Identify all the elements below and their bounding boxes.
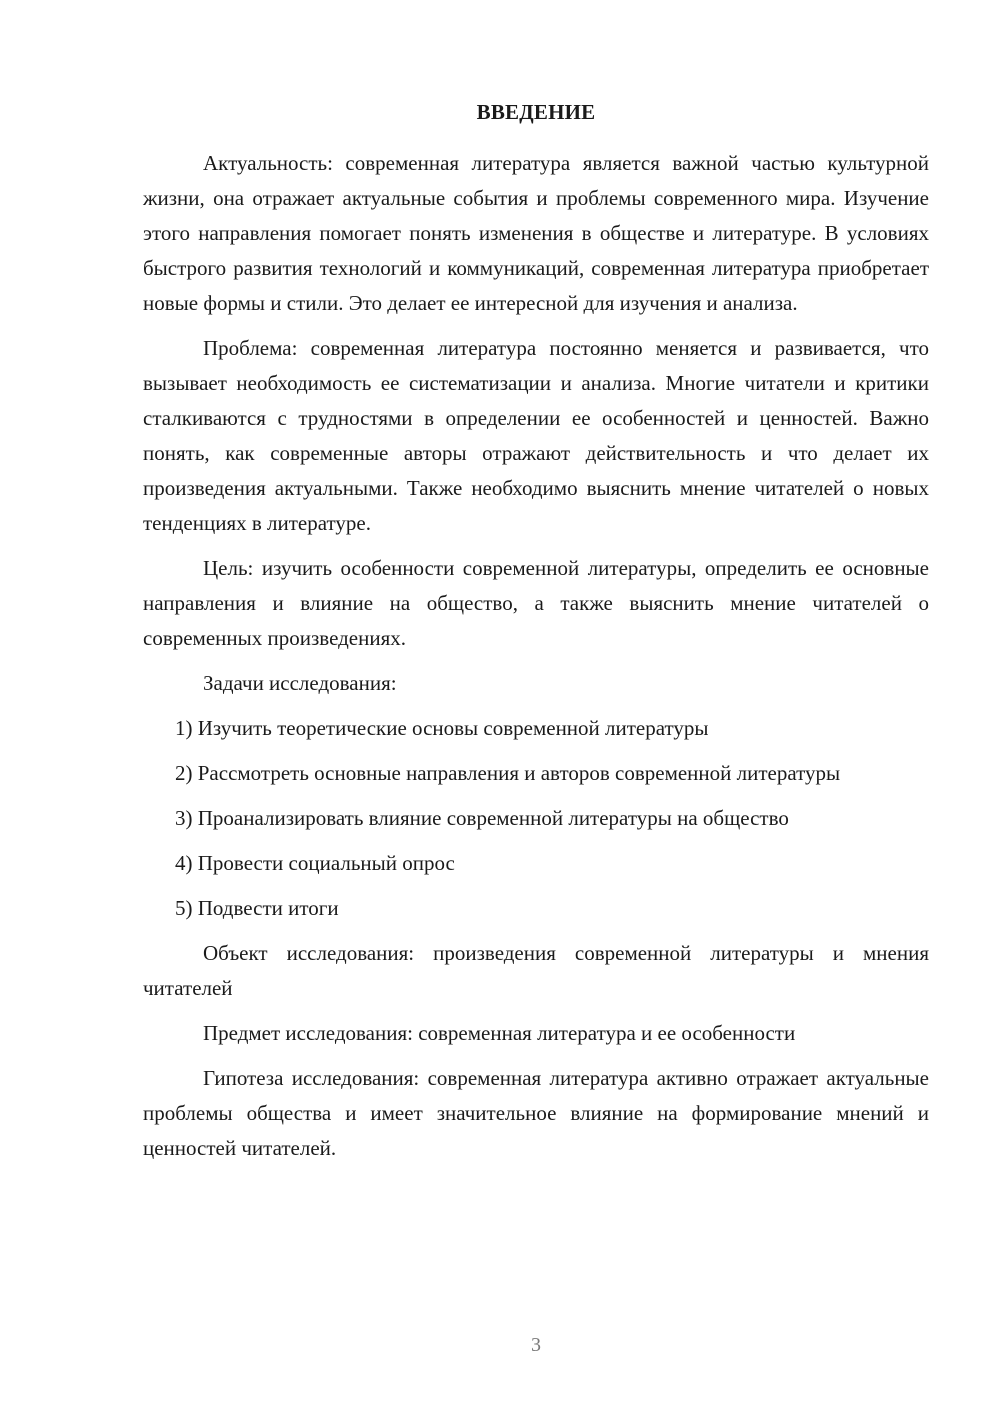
list-item: 4) Провести социальный опрос: [175, 851, 455, 875]
list-item: 1) Изучить теоретические основы современной литературы: [175, 716, 709, 740]
page-number: 3: [531, 1334, 541, 1356]
paragraph-subject: Предмет исследования: современная литература и ее особенности: [203, 1021, 796, 1045]
paragraph-hypothesis: Гипотеза исследования: современная литература активно отражает актуальные проблемы общества и имеет значительное влияние на формирование мнений и ценностей читателей.: [143, 1066, 929, 1160]
list-item: 5) Подвести итоги: [175, 896, 339, 920]
paragraph-object: Объект исследования: произведения современной литературы и мнения читателей: [143, 941, 929, 1000]
paragraph-problem: Проблема: современная литература постоянно меняется и развивается, что вызывает необходимость ее систематизации и анализа. Многие читатели и критики сталкиваются с трудностями в определении ее особенностей и ценностей. Важно понять, как современные авторы отражают действительность и что делает их произведения актуальными. Также необходимо выяснить мнение читателей о новых тенденциях в литературе.: [143, 336, 929, 535]
paragraph-goal: Цель: изучить особенности современной литературы, определить ее основные направления и влияние на общество, а также выяснить мнение читателей о современных произведениях.: [143, 556, 929, 650]
paragraph-tasks-heading: Задачи исследования:: [203, 671, 397, 695]
paragraph-relevance: Актуальность: современная литература является важной частью культурной жизни, она отражает актуальные события и проблемы современного мира. Изучение этого направления помогает понять изменения в обществе и литературе. В условиях быстрого развития технологий и коммуникаций, современная литература приобретает новые формы и стили. Это делает ее интересной для изучения и анализа.: [143, 151, 929, 315]
list-item: 2) Рассмотреть основные направления и авторов современной литературы: [175, 761, 841, 785]
section-title: ВВЕДЕНИЕ: [476, 100, 596, 124]
list-item: 3) Проанализировать влияние современной литературы на общество: [175, 806, 789, 830]
document-page: [143, 96, 929, 1166]
